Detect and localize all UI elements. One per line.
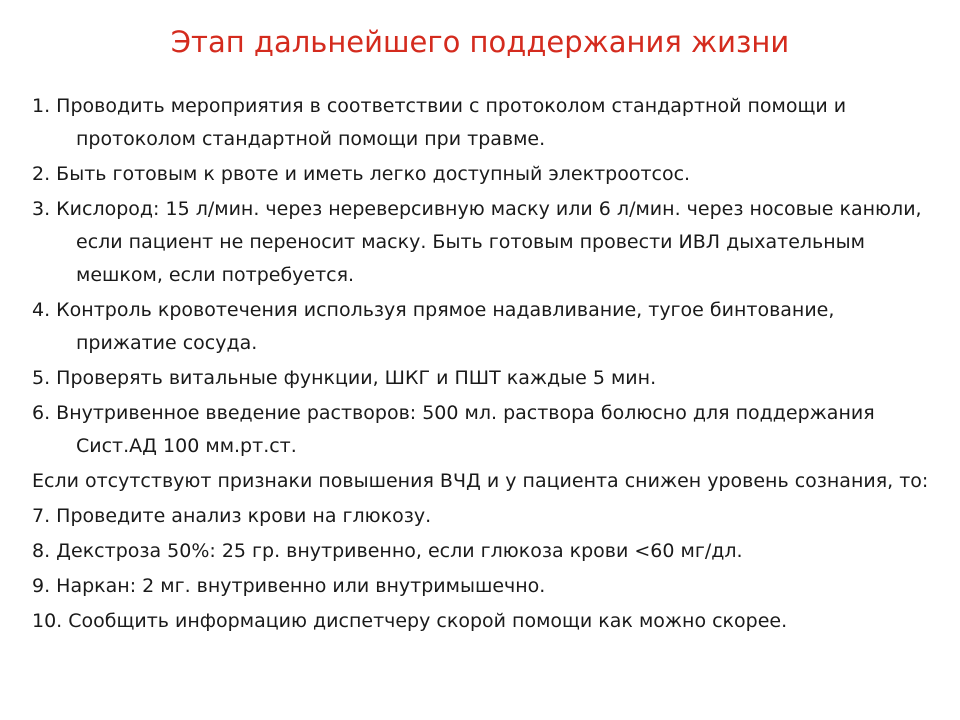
list-item: 7. Проведите анализ крови на глюкозу. [32,505,432,527]
list-item: 1. Проводить мероприятия в соответствии с протоколом стандартной помощи и протоколом стандартной помощи при травме. [32,95,847,150]
slide-title: Этап дальнейшего поддержания жизни [170,25,790,59]
list-item: 2. Быть готовым к рвоте и иметь легко доступный электроотсос. [32,163,691,185]
list-item: 5. Проверять витальные функции, ШКГ и ПШТ каждые 5 мин. [32,367,657,389]
list-item: 6. Внутривенное введение растворов: 500 мл. раствора болюсно для поддержания Сист.АД 100 мм.рт.ст. [32,402,875,457]
list-item: 3. Кислород: 15 л/мин. через нереверсивную маску или 6 л/мин. через носовые канюли, если пациент не переносит маску. Быть готовым провести ИВЛ дыхательным мешком, если потребуется. [32,198,922,286]
list-item: 8. Декстроза 50%: 25 гр. внутривенно, если глюкоза крови <60 мг/дл. [32,540,743,562]
list-item: 9. Наркан: 2 мг. внутривенно или внутримышечно. [32,575,546,597]
list-item: 4. Контроль кровотечения используя прямое надавливание, тугое бинтование, прижатие сосуда. [32,299,835,354]
list-item: 10. Сообщить информацию диспетчеру скорой помощи как можно скорее. [32,610,788,632]
list-item: Если отсутствуют признаки повышения ВЧД и у пациента снижен уровень сознания, то: [32,470,929,492]
content-list [32,90,932,640]
